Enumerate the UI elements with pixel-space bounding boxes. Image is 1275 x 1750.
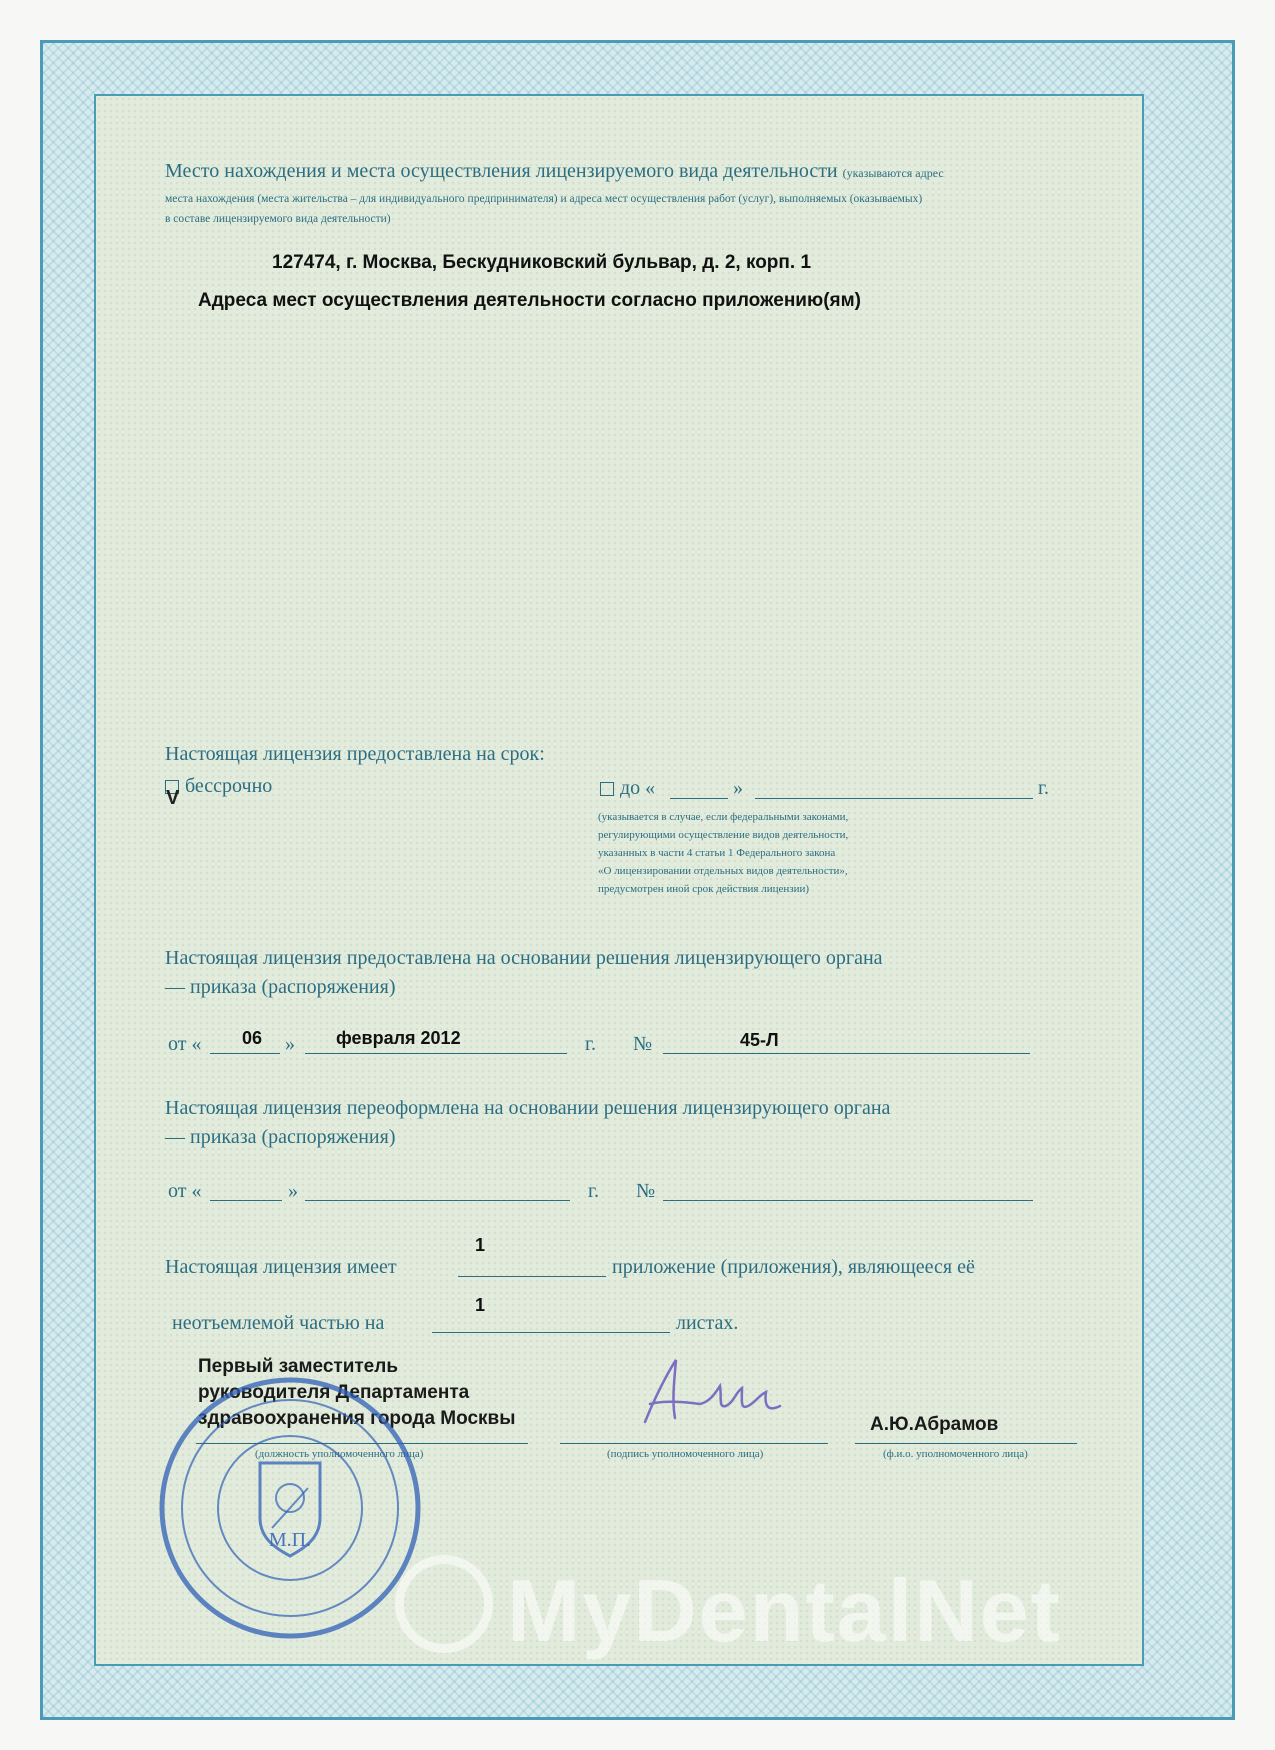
granted-from-label: от « (168, 1033, 202, 1055)
granted-month-year: февраля 2012 (336, 1028, 461, 1048)
term-option-unlimited: бессрочно (165, 775, 272, 798)
appendix-text-4: листах. (676, 1312, 739, 1334)
granted-heading-1: Настоящая лицензия предоставлена на основании решения лицензирующего органа (165, 947, 883, 969)
granted-order-number: 45-Л (740, 1030, 779, 1050)
appendix-text-3: неотъемлемой частью на (172, 1312, 385, 1334)
signatory-name: А.Ю.Абрамов (870, 1414, 999, 1435)
reissued-number-label: № (636, 1180, 656, 1202)
seal-label: М.П. (268, 1529, 312, 1551)
watermark-text: MyDentalNet (395, 1555, 1062, 1662)
signatory-position: Первый заместитель руководителя Департамента здравоохранения города Москвы (198, 1356, 516, 1429)
until-day-line (670, 798, 728, 799)
reissued-from-label: от « (168, 1180, 202, 1202)
granted-day-line (210, 1053, 280, 1054)
reissued-month-line (305, 1200, 570, 1201)
location-note-line-3: в составе лицензируемого вида деятельности) (165, 213, 391, 225)
reissued-number-line (663, 1200, 1033, 1201)
sheet-count-line (432, 1332, 670, 1333)
checkbox-until (600, 782, 614, 796)
reissued-heading-2: — приказа (распоряжения) (165, 1126, 396, 1148)
granted-day: 06 (242, 1028, 263, 1048)
appendix-count-line (458, 1276, 606, 1277)
reissued-close-quote: » (288, 1180, 298, 1202)
until-month-line (755, 798, 1033, 799)
watermark-logo-icon (395, 1555, 493, 1653)
term-heading: Настоящая лицензия предоставлена на срок: (165, 743, 545, 765)
location-note-line-2: места нахождения (места жительства – для индивидуального предпринимателя) и адреса мест осуществления работ (услуг), выполняемых (оказываемых) (165, 193, 923, 205)
license-address: 127474, г. Москва, Бескудниковский бульвар, д. 2, корп. 1 (272, 252, 812, 273)
official-seal (150, 1368, 430, 1648)
addresses-note: Адреса мест осуществления деятельности согласно приложению(ям) (198, 290, 861, 311)
granted-month-line (305, 1053, 567, 1054)
sheet-count: 1 (475, 1295, 486, 1315)
location-heading: Место нахождения и места осуществления лицензируемого вида деятельности (указываются адрес (165, 160, 944, 182)
appendix-text-1: Настоящая лицензия имеет (165, 1256, 397, 1278)
granted-number-label: № (633, 1033, 653, 1055)
handwritten-signature (630, 1352, 800, 1432)
until-close-quote: » (733, 777, 743, 799)
reissued-day-line (210, 1200, 282, 1201)
granted-number-line (663, 1053, 1030, 1054)
term-option-until: до « (600, 777, 655, 800)
until-year-suffix: г. (1038, 777, 1049, 799)
reissued-heading-1: Настоящая лицензия переоформлена на основании решения лицензирующего органа (165, 1097, 891, 1119)
caption-name: (ф.и.о. уполномоченного лица) (883, 1448, 1028, 1460)
term-note: (указывается в случае, если федеральными законами, регулирующими осуществление видов деятельности, указанных в части 4 статьи 1 Федерального закона «О лицензировании отдельных видов деятельности», предусмотрен иной срок действия лицензии) (598, 811, 849, 895)
reissued-year-suffix: г. (588, 1180, 599, 1202)
appendix-text-2: приложение (приложения), являющееся её (612, 1256, 975, 1278)
granted-year-suffix: г. (585, 1033, 596, 1055)
caption-position: (должность уполномоченного лица) (255, 1448, 424, 1460)
signature-line (560, 1443, 828, 1444)
name-line (855, 1443, 1077, 1444)
caption-signature: (подпись уполномоченного лица) (607, 1448, 764, 1460)
granted-close-quote: » (285, 1033, 295, 1055)
checkmark-v: V (166, 787, 180, 809)
granted-heading-2: — приказа (распоряжения) (165, 976, 396, 998)
appendix-count: 1 (475, 1235, 486, 1255)
